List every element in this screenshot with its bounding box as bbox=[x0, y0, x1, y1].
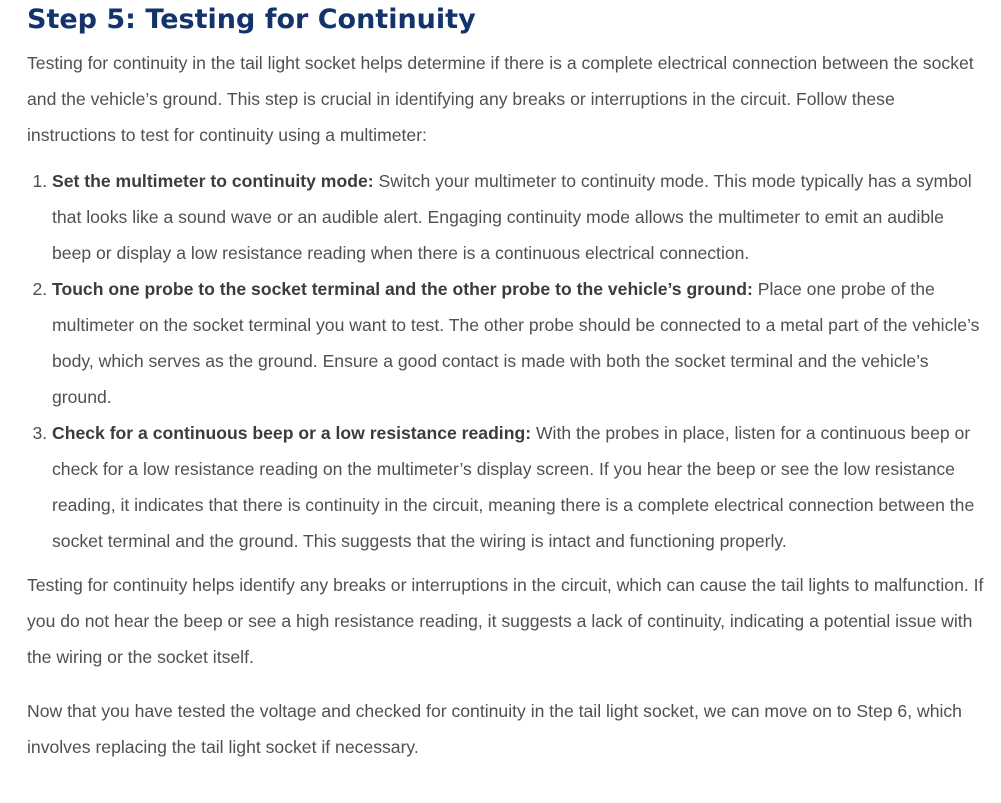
step-label: Set the multimeter to continuity mode: bbox=[52, 171, 374, 191]
intro-paragraph: Testing for continuity in the tail light socket helps determine if there is a complete electrical connection between the socket and the vehicle’s ground. This step is crucial in identifying any breaks or interruptions in the circuit. Follow these instructions to test for continuity using a multimeter: bbox=[27, 53, 974, 145]
steps-list bbox=[27, 163, 985, 559]
step-text: Switch your multimeter to continuity mode. This mode typically has a symbol that looks like a sound wave or an audible alert. Engaging continuity mode allows the multimeter to emit an audible beep or display a low resistance reading when there is a continuous electrical connection. bbox=[52, 171, 972, 263]
step-text: With the probes in place, listen for a continuous beep or check for a low resistance reading on the multimeter’s display screen. If you hear the beep or see the low resistance reading, it indicates that there is continuity in the circuit, meaning there is a complete electrical connection between the socket terminal and the ground. This suggests that the wiring is intact and functioning properly. bbox=[52, 423, 975, 551]
step-item bbox=[52, 271, 985, 415]
step-item bbox=[52, 163, 985, 271]
next-step-paragraph: Now that you have tested the voltage and checked for continuity in the tail light socket, we can move on to Step 6, which involves replacing the tail light socket if necessary. bbox=[27, 701, 962, 757]
step-item bbox=[52, 415, 985, 559]
step-label: Touch one probe to the socket terminal and the other probe to the vehicle’s ground: bbox=[52, 279, 753, 299]
section-heading: Step 5: Testing for Continuity bbox=[27, 4, 476, 35]
summary-paragraph: Testing for continuity helps identify any breaks or interruptions in the circuit, which can cause the tail lights to malfunction. If you do not hear the beep or see a high resistance reading, it suggests a lack of continuity, indicating a potential issue with the wiring or the socket itself. bbox=[27, 575, 984, 667]
step-text: Place one probe of the multimeter on the socket terminal you want to test. The other probe should be connected to a metal part of the vehicle’s body, which serves as the ground. Ensure a good contact is made with both the socket terminal and the vehicle’s ground. bbox=[52, 279, 980, 407]
step-label: Check for a continuous beep or a low resistance reading: bbox=[52, 423, 532, 443]
